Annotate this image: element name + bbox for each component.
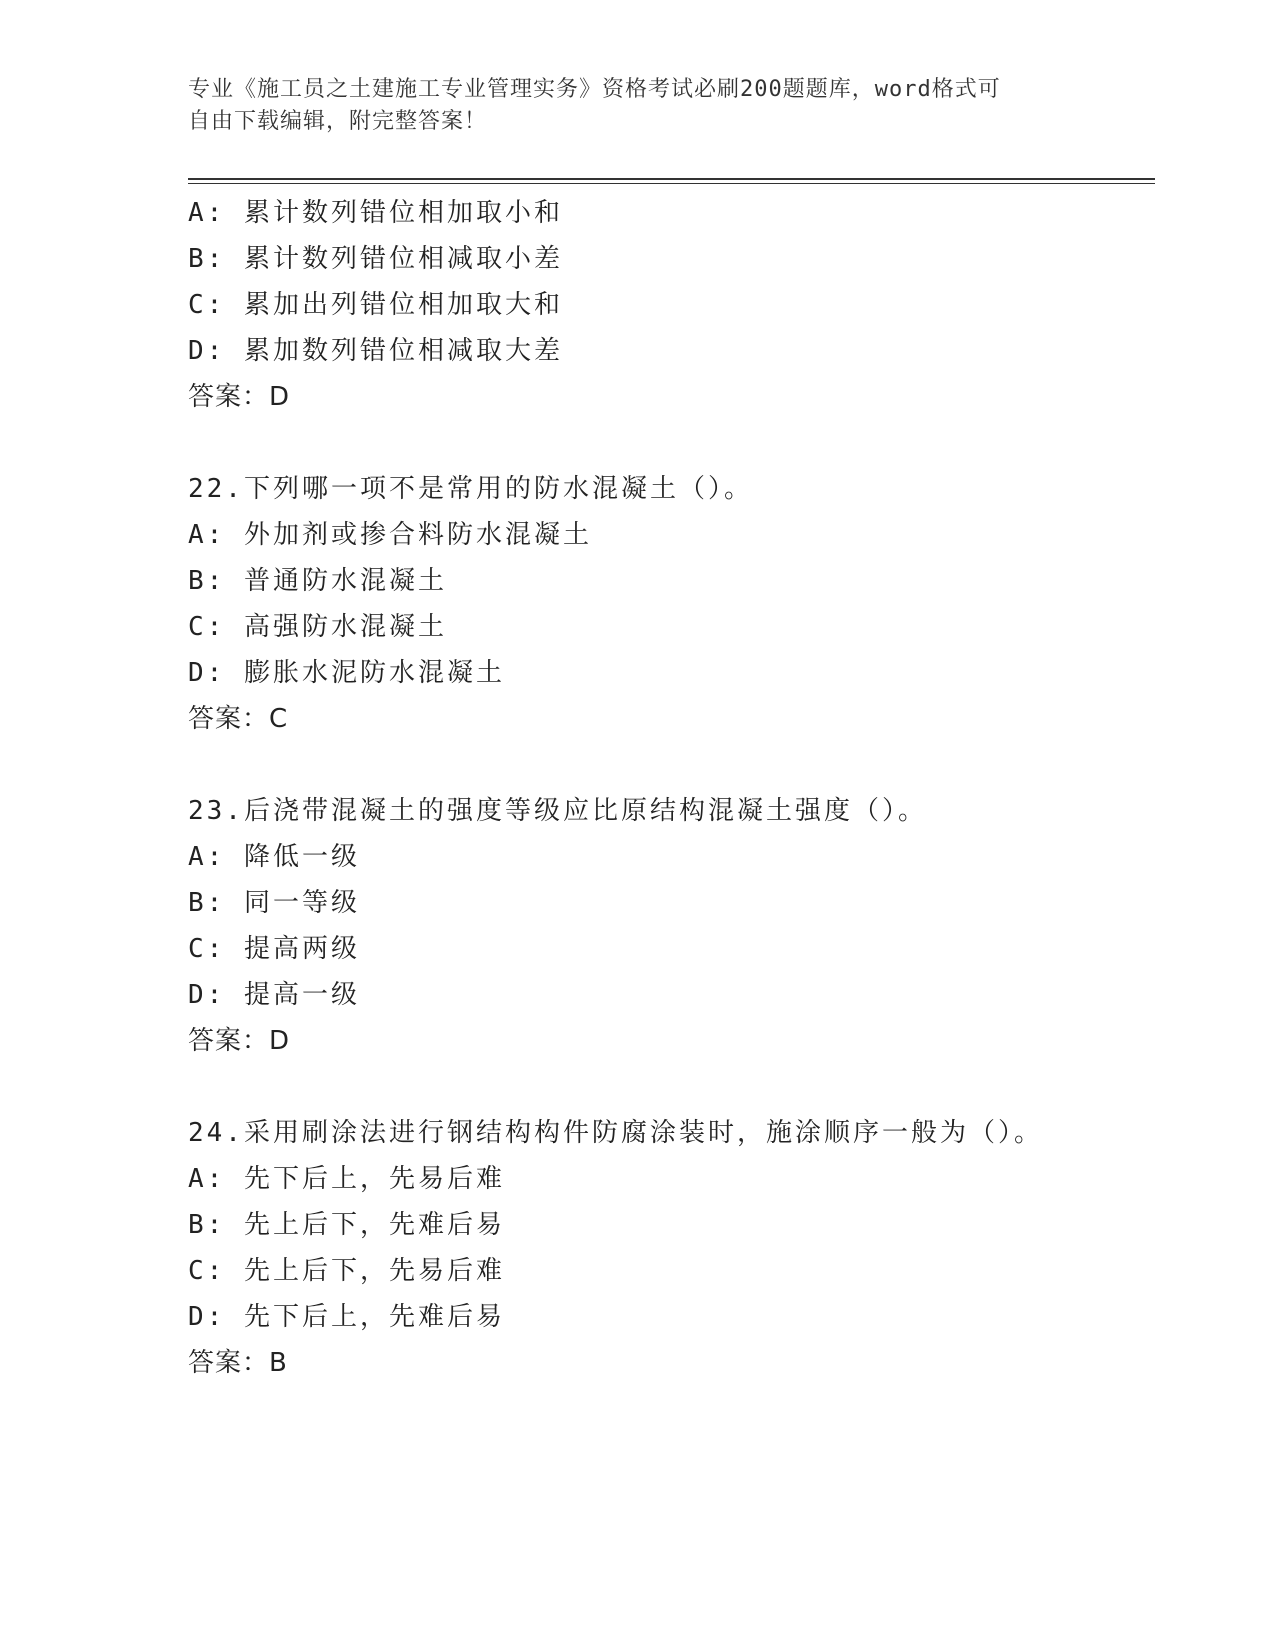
- option-d: D: 膨胀水泥防水混凝土: [188, 658, 505, 688]
- header-divider-thick: [188, 178, 1155, 180]
- spacer: [188, 1064, 1148, 1110]
- spacer: [188, 420, 1148, 466]
- option-a: A: 先下后上，先易后难: [188, 1164, 505, 1194]
- option-a: A: 外加剂或掺合料防水混凝土: [188, 520, 592, 550]
- option-b: B: 先上后下，先难后易: [188, 1210, 505, 1240]
- question-stem: 22.下列哪一项不是常用的防水混凝土（）。: [188, 474, 753, 504]
- option-d: D: 累加数列错位相减取大差: [188, 336, 563, 366]
- spacer: [188, 742, 1148, 788]
- option-b: B: 累计数列错位相减取小差: [188, 244, 563, 274]
- option-a: A: 降低一级: [188, 842, 360, 872]
- header-line-1: 专业《施工员之土建施工专业管理实务》资格考试必刷200题题库，word格式可: [188, 77, 1001, 102]
- option-a: A: 累计数列错位相加取小和: [188, 198, 563, 228]
- option-b: B: 普通防水混凝土: [188, 566, 447, 596]
- option-d: D: 先下后上，先难后易: [188, 1302, 505, 1332]
- question-list: [188, 190, 1148, 1386]
- question-22: [188, 466, 1148, 742]
- question-stem: 23.后浇带混凝土的强度等级应比原结构混凝土强度（）。: [188, 796, 927, 826]
- header-divider-thin: [188, 183, 1155, 184]
- document-header: [188, 74, 1068, 138]
- option-c: C: 累加出列错位相加取大和: [188, 290, 563, 320]
- answer: 答案：B: [188, 1348, 288, 1378]
- answer: 答案：D: [188, 1026, 291, 1056]
- question-21: [188, 190, 1148, 420]
- question-stem: 24.采用刷涂法进行钢结构构件防腐涂装时，施涂顺序一般为（）。: [188, 1118, 1043, 1148]
- option-c: C: 提高两级: [188, 934, 360, 964]
- header-line-2: 自由下载编辑，附完整答案！: [188, 109, 488, 134]
- option-b: B: 同一等级: [188, 888, 360, 918]
- answer: 答案：C: [188, 704, 289, 734]
- option-c: C: 高强防水混凝土: [188, 612, 447, 642]
- question-24: [188, 1110, 1148, 1386]
- option-c: C: 先上后下，先易后难: [188, 1256, 505, 1286]
- question-23: [188, 788, 1148, 1064]
- option-d: D: 提高一级: [188, 980, 360, 1010]
- answer: 答案：D: [188, 382, 291, 412]
